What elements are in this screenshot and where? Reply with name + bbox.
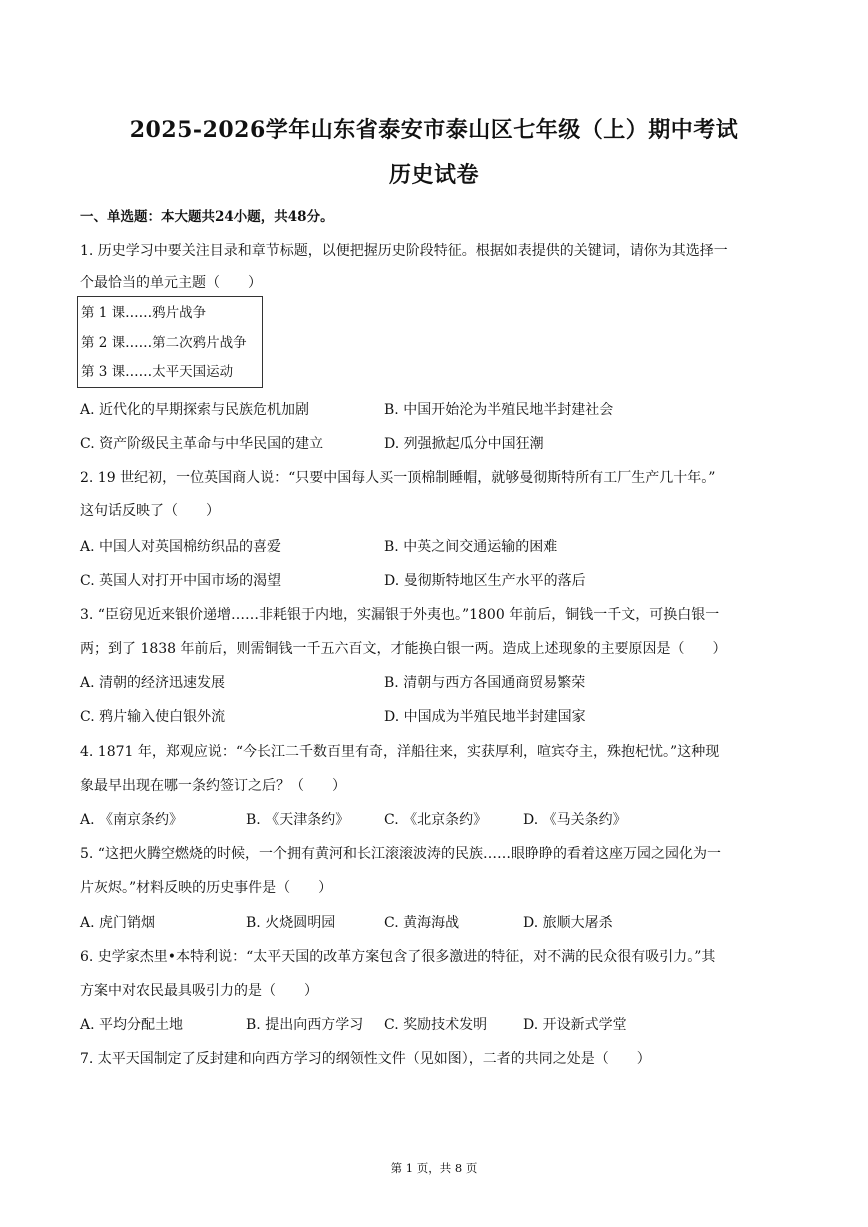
q6-option-b: B. 提出向西方学习 (246, 1017, 364, 1033)
q2-option-d: D. 曼彻斯特地区生产水平的落后 (384, 573, 586, 589)
q5-option-b: B. 火烧圆明园 (246, 915, 336, 931)
q1-text-line-1: 1. 历史学习中要关注目录和章节标题，以便把握历史阶段特征。根据如表提供的关键词，请你为其选择一 (80, 243, 728, 259)
q3-text-line-2: 两；到了 1838 年前后，则需铜钱一千五六百文，才能换白银一两。造成上述现象的主要原因是（ ） (80, 641, 727, 657)
q2-option-b: B. 中英之间交通运输的困难 (384, 539, 558, 555)
q2-text-line-1: 2. 19 世纪初，一位英国商人说：“只要中国每人买一顶棉制睡帽，就够曼彻斯特所有工厂生产几十年。” (80, 470, 716, 486)
q4-option-c: C. 《北京条约》 (384, 812, 488, 828)
q1-option-b: B. 中国开始沦为半殖民地半封建社会 (384, 402, 614, 418)
q7-text-line-1: 7. 太平天国制定了反封建和向西方学习的纲领性文件（见如图），二者的共同之处是（ ） (80, 1051, 651, 1067)
q3-option-b: B. 清朝与西方各国通商贸易繁荣 (384, 675, 586, 691)
q1-table-row-3: 第 3 课……太平天国运动 (81, 364, 234, 380)
q3-option-d: D. 中国成为半殖民地半封建国家 (384, 709, 586, 725)
q4-text-line-2: 象最早出现在哪一条约签订之后？（ ） (80, 778, 346, 794)
q2-option-c: C. 英国人对打开中国市场的渴望 (80, 573, 282, 589)
q2-option-a: A. 中国人对英国棉纺织品的喜爱 (80, 539, 282, 555)
q1-keyword-table (77, 296, 263, 388)
q3-option-a: A. 清朝的经济迅速发展 (80, 675, 226, 691)
exam-title: 2025-2026学年山东省泰安市泰山区七年级（上）期中考试 (129, 117, 739, 143)
q1-option-a: A. 近代化的早期探索与民族危机加剧 (80, 402, 310, 418)
q1-table-row-1: 第 1 课……鸦片战争 (81, 305, 207, 321)
q5-option-d: D. 旅顺大屠杀 (523, 915, 613, 931)
section-heading: 一、单选题：本大题共24小题，共48分。 (80, 209, 334, 225)
q6-option-d: D. 开设新式学堂 (523, 1017, 627, 1033)
q1-option-d: D. 列强掀起瓜分中国狂潮 (384, 436, 544, 452)
q1-option-c: C. 资产阶级民主革命与中华民国的建立 (80, 436, 324, 452)
q1-table-row-2: 第 2 课……第二次鸦片战争 (81, 335, 247, 351)
q5-text-line-2: 片灰烬。”材料反映的历史事件是（ ） (80, 880, 333, 896)
q4-option-b: B. 《天津条约》 (246, 812, 350, 828)
exam-subtitle: 历史试卷 (388, 162, 479, 188)
q5-text-line-1: 5. “这把火腾空燃烧的时候，一个拥有黄河和长江滚滚波涛的民族……眼睁睁的看着这座万园之园化为一 (80, 846, 721, 862)
q6-option-a: A. 平均分配土地 (80, 1017, 184, 1033)
q6-text-line-1: 6. 史学家杰里•本特利说：“太平天国的改革方案包含了很多激进的特征，对不满的民众很有吸引力。”其 (80, 949, 716, 965)
q2-text-line-2: 这句话反映了（ ） (80, 503, 220, 519)
q5-option-c: C. 黄海海战 (384, 915, 460, 931)
q3-text-line-1: 3. “臣窃见近来银价递增……非耗银于内地，实漏银于外夷也。”1800 年前后，铜钱一千文，可换白银一 (80, 607, 720, 623)
q1-text-line-2: 个最恰当的单元主题（ ） (80, 275, 262, 291)
q6-option-c: C. 奖励技术发明 (384, 1017, 488, 1033)
q6-text-line-2: 方案中对农民最具吸引力的是（ ） (80, 983, 318, 999)
q3-option-c: C. 鸦片输入使白银外流 (80, 709, 226, 725)
q5-option-a: A. 虎门销烟 (80, 915, 156, 931)
q4-option-a: A. 《南京条约》 (80, 812, 184, 828)
q4-option-d: D. 《马关条约》 (523, 812, 627, 828)
q4-text-line-1: 4. 1871 年，郑观应说：“今长江二千数百里有奇，洋船往来，实获厚利，喧宾夺主，殊抱杞忧。”这种现 (80, 744, 720, 760)
page-footer: 第 1 页，共 8 页 (390, 1161, 478, 1175)
